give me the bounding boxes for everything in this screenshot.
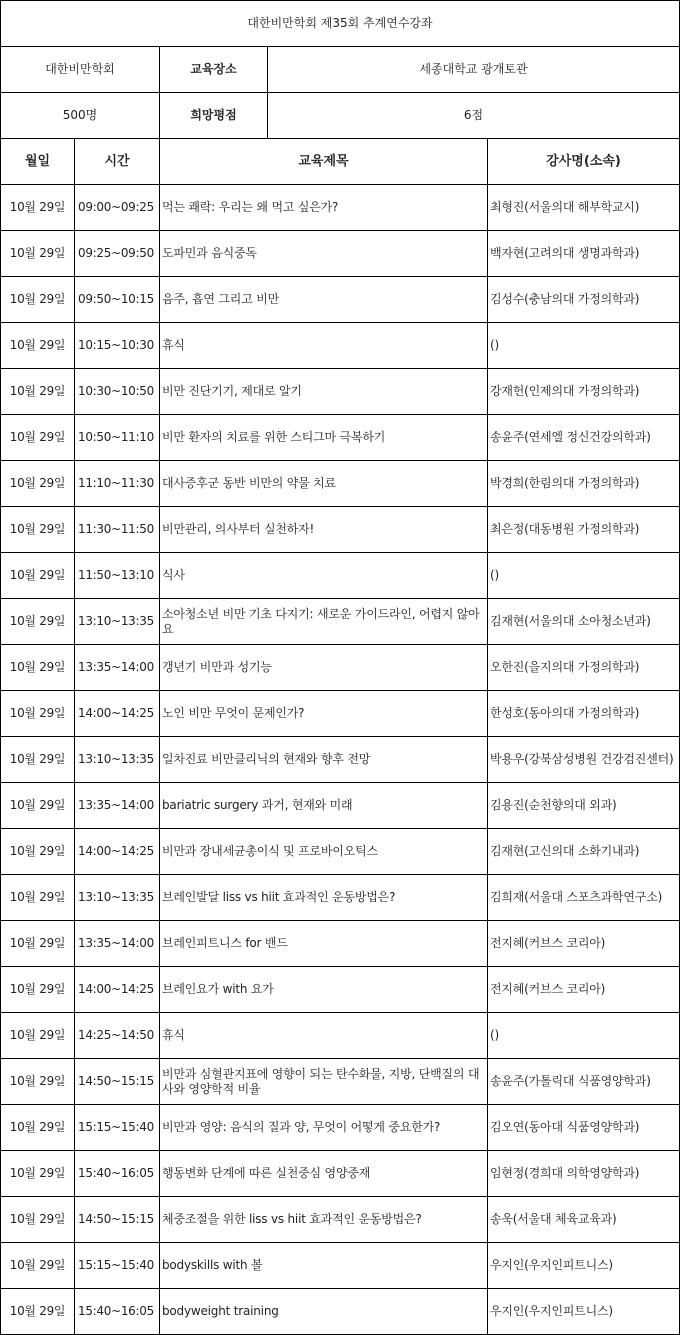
table-row — [1, 553, 680, 599]
table-row — [1, 691, 680, 737]
topic-cell: 행동변화 단계에 따른 실천중심 영양중재 — [160, 1151, 488, 1197]
lecturer-cell: 오한진(을지의대 가정의학과) — [488, 645, 680, 691]
lecturer-cell: 송윤주(연세엘 정신건강의학과) — [488, 415, 680, 461]
topic-cell: 휴식 — [160, 323, 488, 369]
lecturer-cell: 최형진(서울의대 해부학교시) — [488, 185, 680, 231]
column-header-topic: 교육제목 — [160, 139, 488, 185]
column-header-row — [1, 139, 680, 185]
table-row — [1, 369, 680, 415]
topic-cell: 체중조절을 위한 liss vs hiit 효과적인 운동방법은? — [160, 1197, 488, 1243]
lecturer-cell: 백자현(고려의대 생명과학과) — [488, 231, 680, 277]
time-cell: 09:50~10:15 — [75, 277, 160, 323]
time-cell: 11:10~11:30 — [75, 461, 160, 507]
topic-cell: 비만과 영양: 음식의 질과 양, 무엇이 어떻게 중요한가? — [160, 1105, 488, 1151]
table-row — [1, 1105, 680, 1151]
lecturer-cell: 김용진(순천향의대 외과) — [488, 783, 680, 829]
time-cell: 14:00~14:25 — [75, 691, 160, 737]
score-row — [1, 93, 680, 139]
lecturer-cell: 김성수(충남의대 가정의학과) — [488, 277, 680, 323]
topic-cell: 브레인요가 with 요가 — [160, 967, 488, 1013]
date-cell: 10월 29일 — [1, 599, 75, 645]
table-row — [1, 921, 680, 967]
venue-row — [1, 47, 680, 93]
table-row — [1, 231, 680, 277]
lecturer-cell: () — [488, 323, 680, 369]
table-row — [1, 1243, 680, 1289]
time-cell: 14:50~15:15 — [75, 1059, 160, 1105]
lecturer-cell: () — [488, 1013, 680, 1059]
time-cell: 13:10~13:35 — [75, 599, 160, 645]
table-row — [1, 783, 680, 829]
date-cell: 10월 29일 — [1, 1289, 75, 1335]
date-cell: 10월 29일 — [1, 461, 75, 507]
topic-cell: bariatric surgery 과거, 현재와 미래 — [160, 783, 488, 829]
date-cell: 10월 29일 — [1, 921, 75, 967]
venue-value: 세종대학교 광개토관 — [268, 47, 680, 93]
lecturer-cell: 최은정(대동병원 가정의학과) — [488, 507, 680, 553]
table-row — [1, 967, 680, 1013]
topic-cell: 도파민과 음식중독 — [160, 231, 488, 277]
time-cell: 10:30~10:50 — [75, 369, 160, 415]
column-header-lecturer: 강사명(소속) — [488, 139, 680, 185]
time-cell: 11:50~13:10 — [75, 553, 160, 599]
column-header-date: 월일 — [1, 139, 75, 185]
table-row — [1, 323, 680, 369]
time-cell: 14:00~14:25 — [75, 829, 160, 875]
date-cell: 10월 29일 — [1, 323, 75, 369]
topic-cell: 비만관리, 의사부터 실천하자! — [160, 507, 488, 553]
date-cell: 10월 29일 — [1, 1013, 75, 1059]
table-row — [1, 1059, 680, 1105]
time-cell: 13:35~14:00 — [75, 921, 160, 967]
table-row — [1, 829, 680, 875]
lecturer-cell: 전지혜(커브스 코리아) — [488, 967, 680, 1013]
lecturer-cell: 송욱(서울대 체육교육과) — [488, 1197, 680, 1243]
lecturer-cell: 우지인(우지인피트니스) — [488, 1243, 680, 1289]
topic-cell: 식사 — [160, 553, 488, 599]
date-cell: 10월 29일 — [1, 875, 75, 921]
table-row — [1, 645, 680, 691]
topic-cell: 브레인발달 liss vs hiit 효과적인 운동방법은? — [160, 875, 488, 921]
table-row — [1, 507, 680, 553]
date-cell: 10월 29일 — [1, 1151, 75, 1197]
topic-cell: 소아청소년 비만 기초 다지기: 새로운 가이드라인, 어렵지 않아요 — [160, 599, 488, 645]
topic-cell: bodyweight training — [160, 1289, 488, 1335]
time-cell: 09:25~09:50 — [75, 231, 160, 277]
date-cell: 10월 29일 — [1, 1243, 75, 1289]
score-label: 희망평점 — [160, 93, 268, 139]
table-row — [1, 415, 680, 461]
lecturer-cell: 김재현(서울의대 소아청소년과) — [488, 599, 680, 645]
date-cell: 10월 29일 — [1, 553, 75, 599]
date-cell: 10월 29일 — [1, 1059, 75, 1105]
column-header-time: 시간 — [75, 139, 160, 185]
topic-cell: 비만 진단기기, 제대로 알기 — [160, 369, 488, 415]
lecturer-cell: 박경희(한림의대 가정의학과) — [488, 461, 680, 507]
lecturer-cell: 송윤주(가톨릭대 식품영양학과) — [488, 1059, 680, 1105]
date-cell: 10월 29일 — [1, 1197, 75, 1243]
topic-cell: 비만과 장내세균총이식 및 프로바이오틱스 — [160, 829, 488, 875]
time-cell: 13:35~14:00 — [75, 645, 160, 691]
date-cell: 10월 29일 — [1, 737, 75, 783]
time-cell: 10:15~10:30 — [75, 323, 160, 369]
time-cell: 13:35~14:00 — [75, 783, 160, 829]
capacity-cell: 500명 — [1, 93, 160, 139]
table-row — [1, 277, 680, 323]
lecturer-cell: 김희재(서울대 스포츠과학연구소) — [488, 875, 680, 921]
time-cell: 10:50~11:10 — [75, 415, 160, 461]
table-row — [1, 1151, 680, 1197]
date-cell: 10월 29일 — [1, 1105, 75, 1151]
topic-cell: 갱년기 비만과 성기능 — [160, 645, 488, 691]
topic-cell: 일차진료 비만클리닉의 현재와 향후 전망 — [160, 737, 488, 783]
topic-cell: 비만과 심혈관지표에 영향이 되는 탄수화물, 지방, 단백질의 대사와 영양학적 비율 — [160, 1059, 488, 1105]
time-cell: 15:40~16:05 — [75, 1151, 160, 1197]
topic-cell: bodyskills with 볼 — [160, 1243, 488, 1289]
time-cell: 11:30~11:50 — [75, 507, 160, 553]
date-cell: 10월 29일 — [1, 829, 75, 875]
time-cell: 09:00~09:25 — [75, 185, 160, 231]
table-row — [1, 737, 680, 783]
lecturer-cell: 임현정(경희대 의학영양학과) — [488, 1151, 680, 1197]
title-row — [1, 1, 680, 47]
date-cell: 10월 29일 — [1, 783, 75, 829]
table-row — [1, 1013, 680, 1059]
table-row — [1, 461, 680, 507]
course-title: 대한비만학회 제35회 추계연수강좌 — [1, 1, 680, 47]
lecturer-cell: 한성호(동아의대 가정의학과) — [488, 691, 680, 737]
lecturer-cell: 강재헌(인제의대 가정의학과) — [488, 369, 680, 415]
topic-cell: 비만 환자의 치료를 위한 스티그마 극복하기 — [160, 415, 488, 461]
date-cell: 10월 29일 — [1, 185, 75, 231]
date-cell: 10월 29일 — [1, 369, 75, 415]
topic-cell: 먹는 쾌락: 우리는 왜 먹고 싶은가? — [160, 185, 488, 231]
topic-cell: 브레인피트니스 for 밴드 — [160, 921, 488, 967]
time-cell: 15:15~15:40 — [75, 1105, 160, 1151]
table-row — [1, 1289, 680, 1335]
date-cell: 10월 29일 — [1, 645, 75, 691]
topic-cell: 휴식 — [160, 1013, 488, 1059]
time-cell: 13:10~13:35 — [75, 875, 160, 921]
date-cell: 10월 29일 — [1, 691, 75, 737]
time-cell: 14:50~15:15 — [75, 1197, 160, 1243]
table-row — [1, 185, 680, 231]
time-cell: 15:40~16:05 — [75, 1289, 160, 1335]
score-value: 6점 — [268, 93, 680, 139]
lecturer-cell: 박용우(강북삼성병원 건강검진센터) — [488, 737, 680, 783]
lecturer-cell: 김오연(동아대 식품영양학과) — [488, 1105, 680, 1151]
time-cell: 15:15~15:40 — [75, 1243, 160, 1289]
organizer-cell: 대한비만학회 — [1, 47, 160, 93]
lecturer-cell: 우지인(우지인피트니스) — [488, 1289, 680, 1335]
topic-cell: 대사증후군 동반 비만의 약물 치료 — [160, 461, 488, 507]
date-cell: 10월 29일 — [1, 277, 75, 323]
time-cell: 13:10~13:35 — [75, 737, 160, 783]
lecturer-cell: 전지혜(커브스 코리아) — [488, 921, 680, 967]
table-row — [1, 1197, 680, 1243]
table-row — [1, 599, 680, 645]
lecturer-cell: () — [488, 553, 680, 599]
date-cell: 10월 29일 — [1, 415, 75, 461]
lecturer-cell: 김재현(고신의대 소화기내과) — [488, 829, 680, 875]
topic-cell: 노인 비만 무엇이 문제인가? — [160, 691, 488, 737]
date-cell: 10월 29일 — [1, 231, 75, 277]
time-cell: 14:25~14:50 — [75, 1013, 160, 1059]
time-cell: 14:00~14:25 — [75, 967, 160, 1013]
date-cell: 10월 29일 — [1, 967, 75, 1013]
topic-cell: 음주, 흡연 그리고 비만 — [160, 277, 488, 323]
date-cell: 10월 29일 — [1, 507, 75, 553]
table-row — [1, 875, 680, 921]
venue-label: 교육장소 — [160, 47, 268, 93]
